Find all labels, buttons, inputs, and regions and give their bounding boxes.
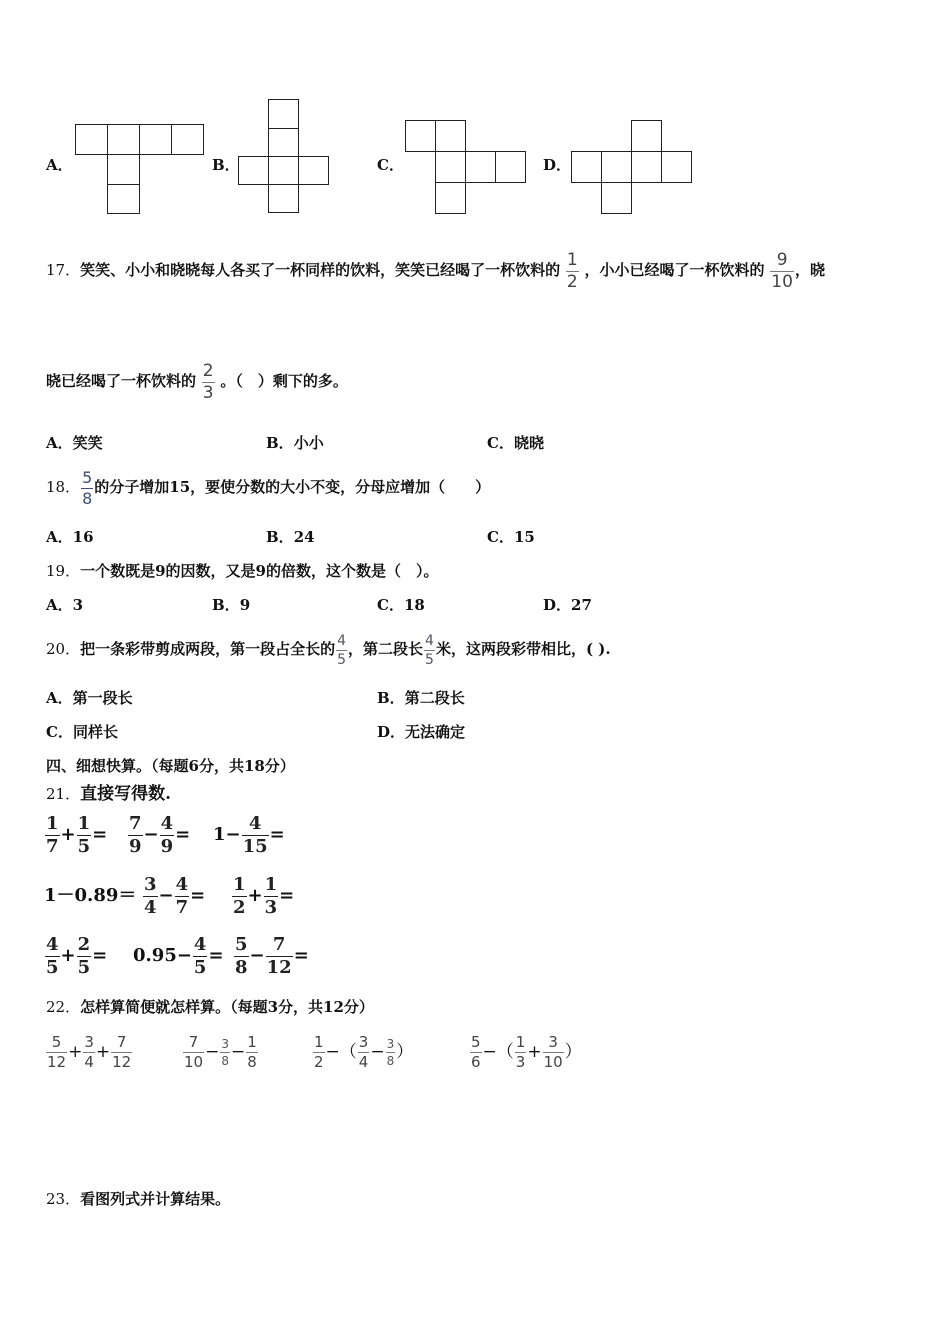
q22-line (46, 996, 374, 1017)
q20-option-a[interactable]: A．第一段长 (46, 689, 133, 707)
q21-r2-e1: 1－0.89＝ (44, 885, 137, 906)
q22-e4: $\frac{5}{6}$ −（ $\frac{1}{3}$ + $\frac{3}{10}$ ） (471, 1033, 582, 1071)
q19-option-c[interactable]: C．18 (377, 596, 425, 614)
q23-number: 23． (46, 1190, 81, 1208)
q21-r3-e2: 0.95− $\frac{4}{5}$ = (133, 933, 224, 978)
q19-text: 一个数既是9的因数，又是9的倍数，这个数是（ ）。 (80, 562, 439, 580)
q22-text: 怎样算简便就怎样算。（每题3分，共12分） (80, 998, 374, 1016)
q18-text: 的分子增加15，要使分数的大小不变，分母应增加（ ） (94, 478, 491, 496)
q19-option-b[interactable]: B．9 (212, 596, 251, 614)
q17-number: 17． (46, 261, 81, 279)
q16-net-a (75, 124, 205, 214)
section-4-title: 四、细想快算。（每题6分，共18分） (46, 757, 295, 775)
q16-option-a-letter: A． (46, 156, 73, 174)
q22-number: 22． (46, 998, 81, 1016)
q21-r1-e2: $\frac{7}{9}$ − $\frac{4}{9}$ = (129, 812, 191, 857)
q21-r2-e3: $\frac{1}{2}$ + $\frac{1}{3}$ = (233, 873, 295, 918)
q20-text2: ，第二段长 (348, 640, 424, 658)
q19-number: 19． (46, 562, 81, 580)
q17-text2: ，小小已经喝了一杯饮料的 (584, 261, 765, 279)
q18-fraction: $\frac{5}{8}$ (82, 467, 93, 508)
q16-net-d (571, 120, 693, 214)
q20-fraction-2: $\frac{4}{5}$ (425, 632, 434, 668)
q19-line (46, 560, 438, 581)
q21-text: 直接写得数. (80, 784, 172, 804)
q17-option-c[interactable]: C．晓晓 (487, 434, 544, 452)
q20-option-d[interactable]: D．无法确定 (377, 723, 466, 741)
q17-line1 (46, 236, 825, 304)
q17-fraction-1: $\frac{1}{2}$ (566, 249, 578, 292)
q22-e1: $\frac{5}{12}$ + $\frac{3}{4}$ + $\frac{7}{12}$ (47, 1033, 132, 1071)
q21-r2-e2: $\frac{3}{4}$ − $\frac{4}{7}$ = (144, 873, 206, 918)
q19-option-a[interactable]: A．3 (46, 596, 84, 614)
q20-text3: 米，这两段彩带相比，( ). (435, 640, 611, 658)
q23-line (46, 1188, 230, 1209)
q22-e3: $\frac{1}{2}$ −（ $\frac{3}{4}$ − $\frac{3}{8}$ ） (314, 1033, 414, 1071)
q16-net-c (405, 120, 527, 214)
q17-fraction-2: $\frac{9}{10}$ (771, 249, 793, 292)
q20-line (46, 624, 611, 674)
q18-line (46, 464, 490, 510)
q18-option-b[interactable]: B．24 (266, 528, 315, 546)
q22-e2: $\frac{7}{10}$ − $\frac{3}{8}$ − $\frac{1}{8}$ (184, 1033, 257, 1071)
q16-net-b (238, 99, 330, 214)
q21-r3-e1: $\frac{4}{5}$ + $\frac{2}{5}$ = (46, 933, 108, 978)
q17-option-b[interactable]: B．小小 (266, 434, 324, 452)
q20-text1: 把一条彩带剪成两段，第一段占全长的 (80, 640, 336, 658)
q16-option-c-letter: C． (377, 156, 404, 174)
q17-text3: ，晓 (794, 261, 825, 279)
q21-line (46, 779, 171, 804)
q16-option-d-letter: D． (543, 156, 572, 174)
q23-text: 看图列式并计算结果。 (80, 1190, 231, 1208)
q18-number: 18． (46, 478, 81, 496)
q17-text5: 。（ ）剩下的多。 (220, 372, 348, 390)
q21-r1-e1: $\frac{1}{7}$ + $\frac{1}{5}$ = (46, 812, 108, 857)
q21-number: 21． (46, 785, 81, 803)
q18-option-a[interactable]: A．16 (46, 528, 94, 546)
q20-option-b[interactable]: B．第二段长 (377, 689, 465, 707)
q17-text4: 晓已经喝了一杯饮料的 (46, 372, 197, 390)
q18-option-c[interactable]: C．15 (487, 528, 535, 546)
q17-option-a[interactable]: A．笑笑 (46, 434, 103, 452)
q20-option-c[interactable]: C．同样长 (46, 723, 118, 741)
q17-fraction-3: $\frac{2}{3}$ (202, 360, 214, 403)
q16-option-b-letter: B． (212, 156, 240, 174)
q20-fraction-1: $\frac{4}{5}$ (337, 632, 347, 668)
q17-line2 (46, 346, 348, 416)
q19-option-d[interactable]: D．27 (543, 596, 592, 614)
q17-text1: 笑笑、小小和晓晓每人各买了一杯同样的饮料，笑笑已经喝了一杯饮料的 (80, 261, 561, 279)
q21-r1-e3: 1− $\frac{4}{15}$ = (213, 812, 285, 857)
q21-r3-e3: $\frac{5}{8}$ − $\frac{7}{12}$ = (235, 933, 309, 978)
q20-number: 20． (46, 640, 81, 658)
